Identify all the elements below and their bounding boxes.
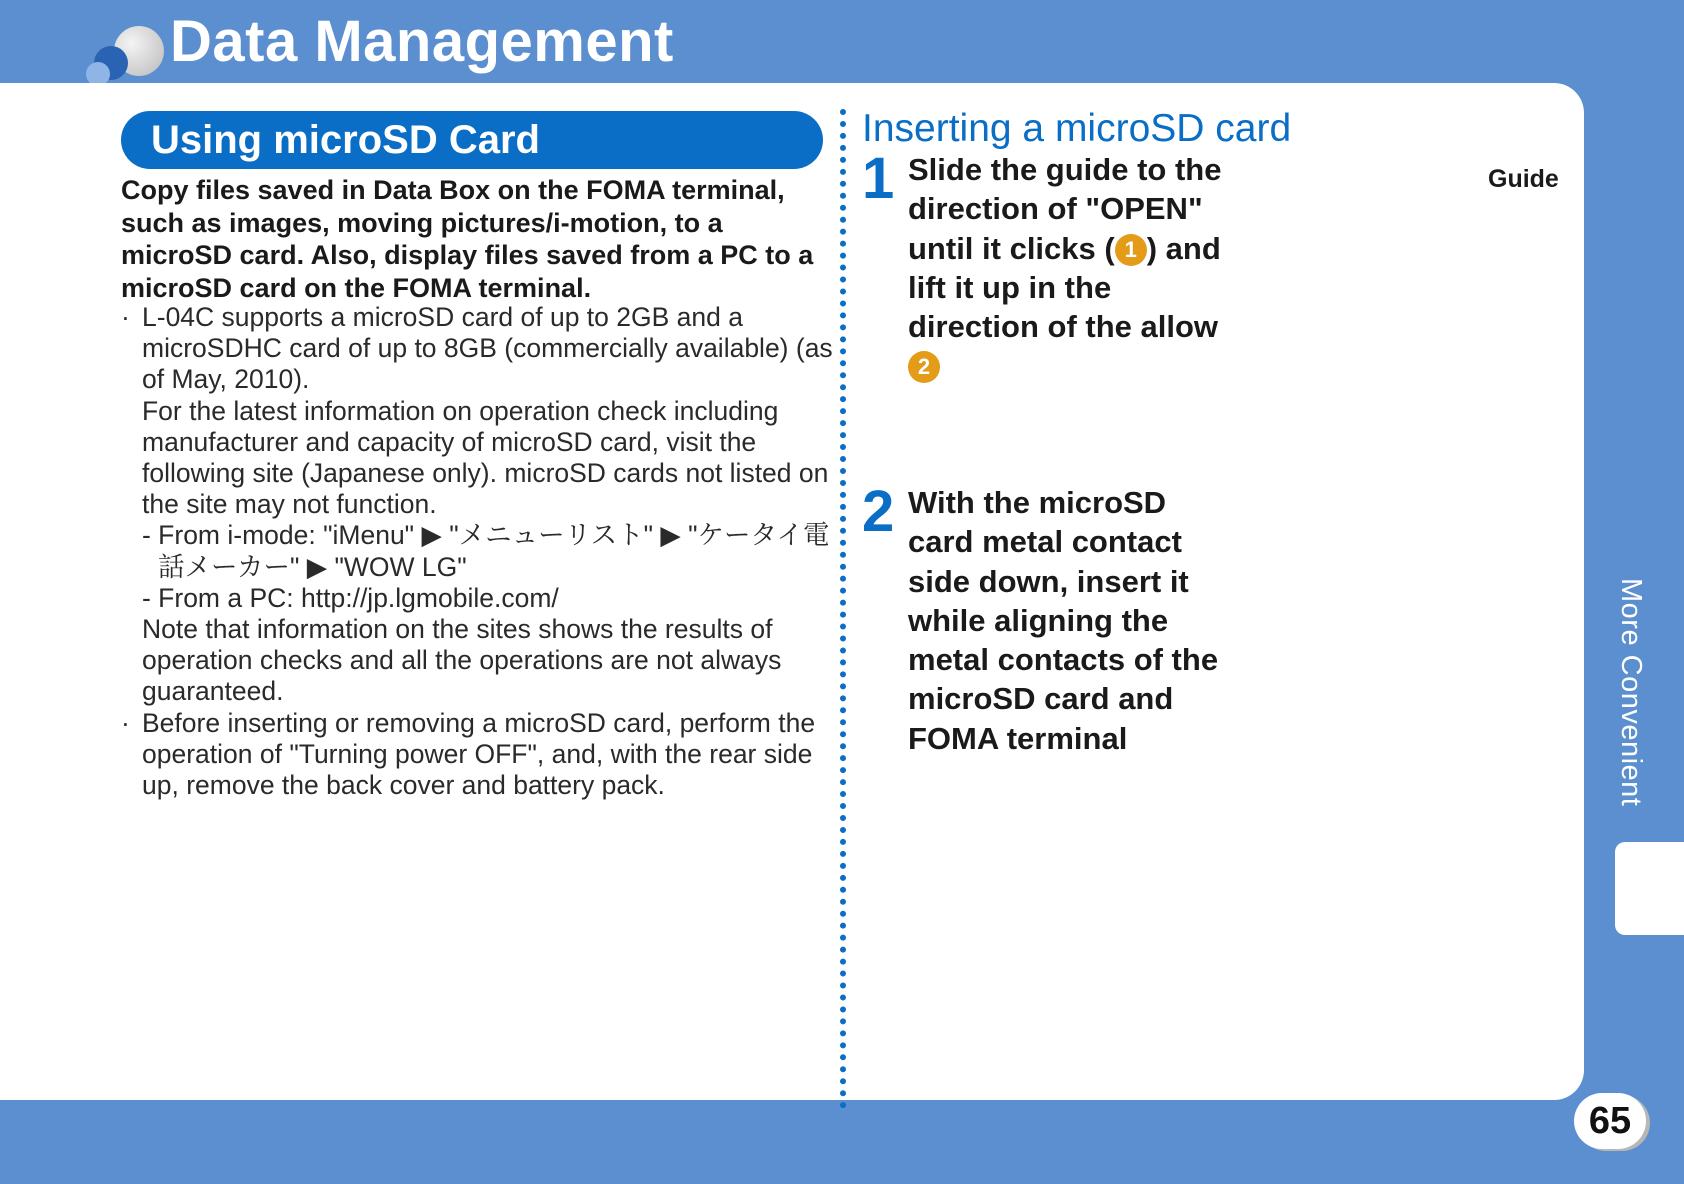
step-2 [862,479,1222,803]
note-text: · Before inserting or removing a microSD card, perform the operation of "Turning power OFF", and, with the rear side up, remove the back cover and battery pack. [142,707,816,801]
column-divider [840,109,846,1109]
header-bubbles-icon [84,26,174,88]
page-number: 65 [1574,1093,1646,1149]
note-text: Note that information on the sites shows the results of operation checks and all the operations are not always guaranteed. [142,614,782,707]
content-panel [0,83,1584,1100]
note-text: · L-04C supports a microSD card of up to 2GB and a microSDHC card of up to 8GB (commercially available) (as of May, 2010). [142,302,833,395]
step-text: Slide the guide to the direction of "OPEN" until it clicks ( 1 ) and lift it up in the direction of the allow 2 [908,150,1228,386]
chapter-tab [1615,842,1684,935]
section-heading: Using microSD Card [121,111,823,169]
step-number: 2 [862,479,895,544]
chapter-tab-label: More Convenient [1615,578,1647,807]
marker-2-icon: 2 [908,351,940,383]
pc-url: - From a PC: http://jp.lgmobile.com/ [142,582,559,613]
imode-path: - From i-mode: "iMenu" ▶ "メニューリスト" ▶ "ケータイ電話メーカー" ▶ "WOW LG" [142,520,830,582]
list-item [121,302,833,708]
list-item [121,708,833,802]
page-title: Data Management [170,9,674,74]
subsection-title: Inserting a microSD card [862,107,1292,150]
notes-list [121,302,833,801]
guide-label: Guide [1488,165,1559,193]
step-1 [862,146,1222,410]
step-number: 1 [862,146,895,211]
step-text: With the microSD card metal contact side down, insert it while aligning the metal contacts of the microSD card and FOMA terminal [908,485,1219,756]
section-lead: Copy files saved in Data Box on the FOMA terminal, such as images, moving pictures/i-motion, to a microSD card. Also, display files saved from a PC to a microSD card on the FOMA terminal. [121,175,814,303]
note-text: For the latest information on operation check including manufacturer and capacity of microSD card, visit the following site (Japanese only). microSD cards not listed on the site may not function. [142,395,829,520]
marker-1-icon: 1 [1115,234,1147,266]
